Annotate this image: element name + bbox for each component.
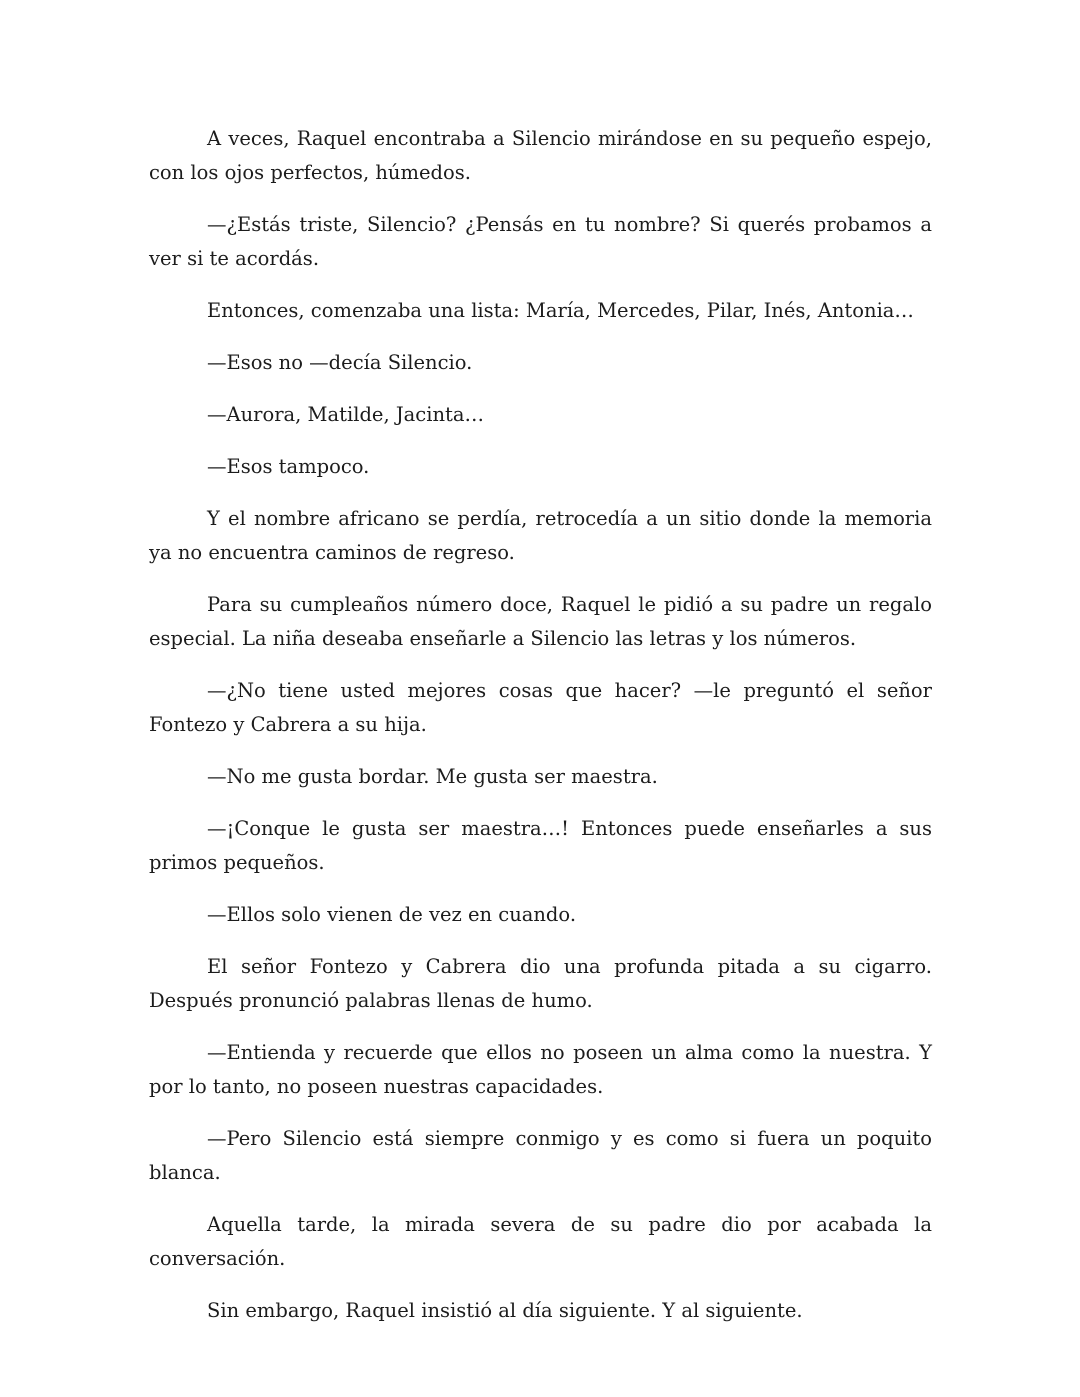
paragraph: Sin embargo, Raquel insistió al día siguiente. Y al siguiente. <box>207 1299 803 1322</box>
paragraph: —Esos no —decía Silencio. <box>207 351 473 374</box>
story-text <box>149 122 932 1328</box>
paragraph: —Pero Silencio está siempre conmigo y es como si fuera un poquito blanca. <box>149 1127 932 1184</box>
paragraph: Y el nombre africano se perdía, retrocedía a un sitio donde la memoria ya no encuentra caminos de regreso. <box>149 507 932 564</box>
paragraph: —¿No tiene usted mejores cosas que hacer? —le preguntó el señor Fontezo y Cabrera a su hija. <box>149 679 932 736</box>
paragraph: Para su cumpleaños número doce, Raquel le pidió a su padre un regalo especial. La niña deseaba enseñarle a Silencio las letras y los números. <box>149 593 932 650</box>
paragraph: —¡Conque le gusta ser maestra…! Entonces puede enseñarles a sus primos pequeños. <box>149 817 932 874</box>
paragraph: —Esos tampoco. <box>207 455 370 478</box>
paragraph: —¿Estás triste, Silencio? ¿Pensás en tu nombre? Si querés probamos a ver si te acordás. <box>149 213 932 270</box>
paragraph: Aquella tarde, la mirada severa de su padre dio por acabada la conversación. <box>149 1213 932 1270</box>
paragraph: A veces, Raquel encontraba a Silencio mirándose en su pequeño espejo, con los ojos perfectos, húmedos. <box>149 127 932 184</box>
paragraph: —Ellos solo vienen de vez en cuando. <box>207 903 577 926</box>
paragraph: Entonces, comenzaba una lista: María, Mercedes, Pilar, Inés, Antonia… <box>207 299 914 322</box>
paragraph: —No me gusta bordar. Me gusta ser maestra. <box>207 765 658 788</box>
paragraph: El señor Fontezo y Cabrera dio una profunda pitada a su cigarro. Después pronunció palabras llenas de humo. <box>149 955 932 1012</box>
paragraph: —Aurora, Matilde, Jacinta… <box>207 403 484 426</box>
paragraph: —Entienda y recuerde que ellos no poseen un alma como la nuestra. Y por lo tanto, no poseen nuestras capacidades. <box>149 1041 932 1098</box>
